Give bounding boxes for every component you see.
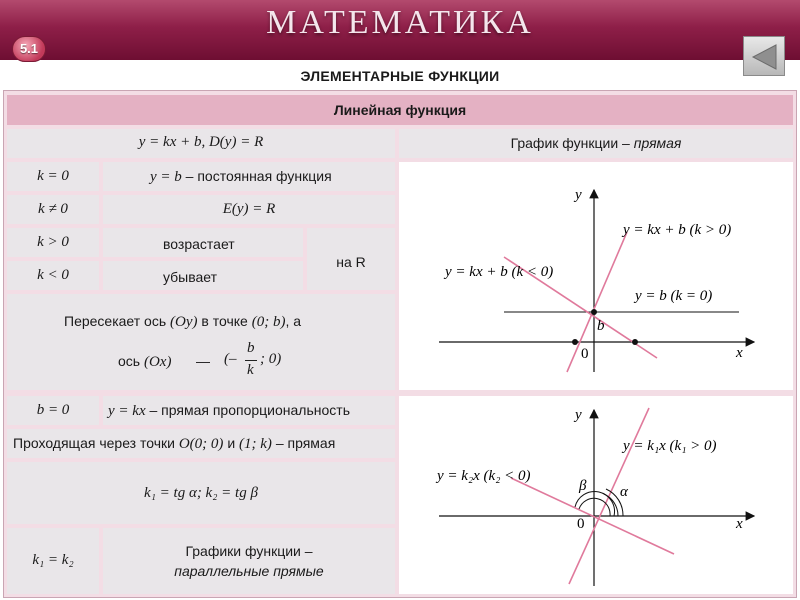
point-0b: (0; b) (251, 314, 286, 330)
graph-caption-italic: прямая (633, 135, 682, 151)
point-1k: (1; k) (239, 436, 272, 452)
cond-kne0: k ≠ 0 (38, 201, 68, 217)
cond-parallel: k₁ = k₂ (32, 552, 74, 568)
increasing-text: возрастает (163, 236, 235, 252)
frac-numerator: b (247, 340, 255, 356)
point-open: (– (224, 351, 237, 367)
intersect-line1 (64, 313, 301, 331)
intersect-text: в точке (201, 313, 248, 329)
parallel-text: Графики функции – (185, 543, 313, 559)
desc-k0-text: – постоянная функция (185, 168, 332, 184)
triangle-left-icon (750, 43, 780, 71)
formula-y-b: y = b (150, 169, 182, 185)
section-subtitle: ЭЛЕМЕНТАРНЫЕ ФУНКЦИИ (300, 68, 500, 84)
axis-ox: (Ox) (143, 354, 172, 370)
line-k2-label: y = k₂x (k₂ < 0) (437, 468, 531, 484)
through-label: и (227, 435, 236, 451)
angle-alpha-arc (604, 494, 618, 516)
axis-y-label: y (575, 407, 582, 423)
section-title: Линейная функция (333, 102, 467, 118)
intersect-text: , а (285, 313, 302, 329)
axis-y-label: y (575, 187, 582, 203)
graph-proportional (399, 396, 793, 594)
parallel-text-italic: параллельные прямые (174, 563, 324, 579)
graph-proportional-svg (399, 396, 793, 594)
origin-label: 0 (581, 346, 589, 362)
intersect-line2 (118, 353, 171, 371)
cond-k0: k = 0 (37, 168, 69, 184)
section-badge: 5.1 (12, 36, 46, 62)
point-b (591, 309, 597, 315)
beta-label: β (579, 478, 587, 494)
frac-denominator: k (247, 362, 254, 378)
line-neg-label: y = kx + b (k < 0) (445, 264, 554, 280)
through-text (13, 435, 335, 453)
axis-x-label: x (736, 345, 743, 361)
through-label: – прямая (275, 435, 336, 451)
b-label: b (597, 318, 605, 334)
graph-caption (399, 135, 793, 151)
desc-b0 (108, 402, 350, 420)
graph-caption-prefix: График функции – (510, 135, 630, 151)
intersect-text: Пересекает ось (64, 313, 167, 329)
through-label: Проходящая через точки (13, 435, 175, 451)
intersect-text: ось (118, 353, 141, 369)
desc-cell (103, 528, 395, 594)
range-formula: E(y) = R (222, 201, 276, 217)
line-k1 (569, 408, 649, 584)
decreasing-text: убывает (163, 269, 218, 285)
cond-kpos: k > 0 (37, 234, 69, 250)
cond-b0: b = 0 (36, 402, 70, 418)
x-intercept-point (632, 339, 638, 345)
desc-k0 (150, 168, 332, 186)
point-close: ; 0) (260, 351, 282, 367)
slopes-formula: k₁ = tg α; k₂ = tg β (144, 485, 258, 501)
intersect-cell (7, 294, 395, 390)
graph-linear (399, 162, 793, 390)
linear-formula: y = kx + b, D(y) = R (138, 134, 264, 150)
line-pos-label: y = kx + b (k > 0) (623, 222, 732, 238)
point-origin: O(0; 0) (178, 436, 224, 452)
alpha-label: α (620, 484, 628, 500)
axis-x-label: x (736, 516, 743, 532)
formula-y-kx: y = kx (108, 403, 146, 419)
dash: — (196, 353, 210, 369)
frac-bar (245, 360, 257, 361)
cond-kneg: k < 0 (37, 267, 69, 283)
page-title: МАТЕМАТИКА (266, 4, 534, 41)
line-positive (567, 232, 627, 372)
on-r-label: на R (336, 254, 366, 270)
origin-label: 0 (577, 516, 585, 532)
line-k1-label: y = k₁x (k₁ > 0) (623, 438, 717, 454)
desc-b0-text: – прямая пропорциональность (149, 402, 350, 418)
x-intercept-point (572, 339, 578, 345)
header-banner (0, 0, 800, 60)
graph-linear-svg (399, 162, 793, 390)
axis-oy: (Oy) (170, 314, 198, 330)
line-const-label: y = b (k = 0) (635, 288, 713, 304)
